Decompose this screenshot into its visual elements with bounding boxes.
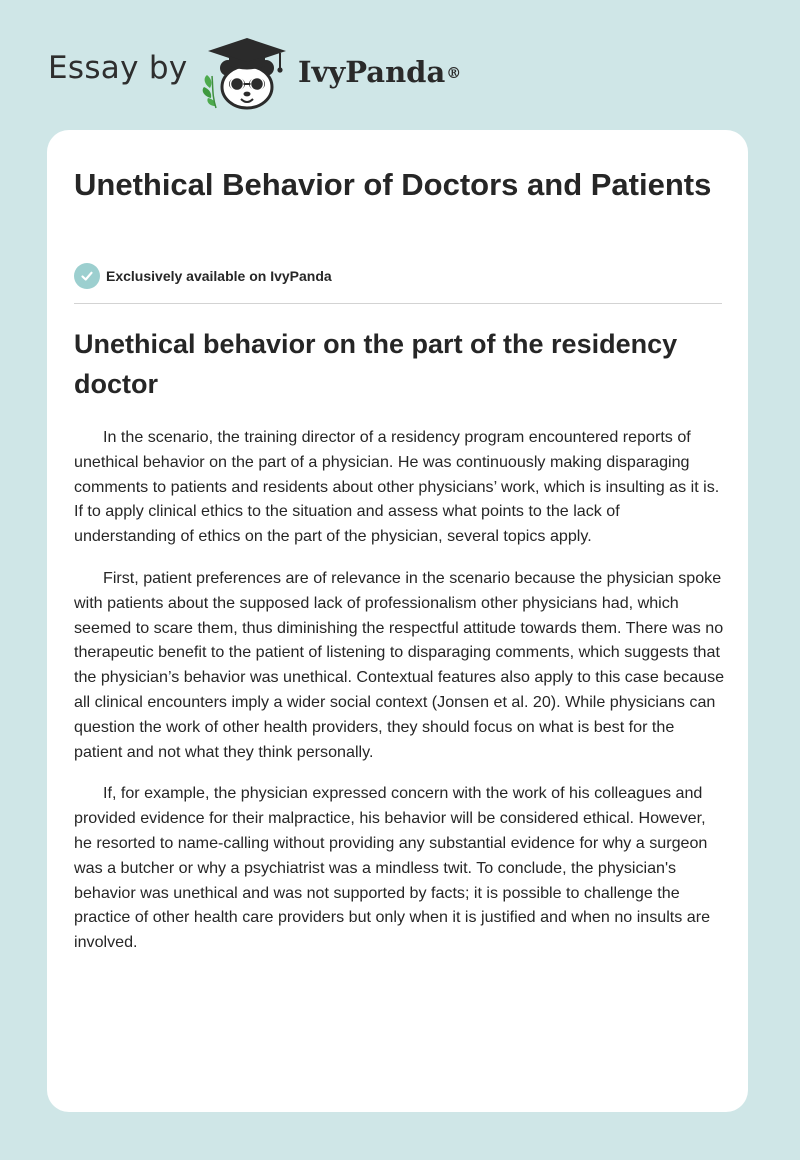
paragraph: If, for example, the physician expressed concern with the work of his colleagues and provided evidence for their malpractice, his behavior will be considered ethical. However, he resorted to name-calling without providing any substantial evidence for why a surgeon was a butcher or why a psychiatrist was a mindless twit. To conclude, the physician's behavior was unethical and was not supported by facts; it is possible to challenge the practice of other health care providers but only when it is justified and when no insults are involved. — [74, 784, 711, 952]
panda-graduate-icon — [200, 32, 292, 112]
ivypanda-logo[interactable] — [200, 32, 292, 112]
essay-title: Unethical Behavior of Doctors and Patients — [74, 167, 712, 202]
check-circle-icon — [74, 263, 100, 289]
brand-name[interactable] — [298, 54, 461, 90]
site-header — [0, 0, 800, 130]
essay-card — [47, 130, 748, 1112]
paragraph: In the scenario, the training director of a residency program encountered reports of unethical behavior on the part of a physician. He was continuously making disparaging comments to patients and residents about other physicians’ work, which is insulting as it is. If to apply clinical ethics to the situation and assess what points to the lack of understanding of ethics on the part of the physician, several topics apply. — [74, 428, 720, 546]
section-heading: Unethical behavior on the part of the residency doctor — [74, 329, 678, 399]
registered-mark: ® — [446, 64, 462, 82]
brand-text: IvyPanda — [298, 55, 446, 89]
essay-body — [74, 425, 726, 972]
divider — [74, 303, 722, 304]
exclusive-badge — [74, 263, 332, 289]
paragraph: First, patient preferences are of relevance in the scenario because the physician spoke with patients about the supposed lack of professionalism other physicians had, which seemed to scare them, thus diminishing the respectful attitude towards them. There was no therapeutic benefit to the patient of listening to disparaging comments, which suggests that the physician’s behavior was unethical. Contextual features also apply to this case because all clinical encounters imply a wider social context (Jonsen et al. 20). While physicians can question the work of other health providers, they should focus on what is best for the patient and not what they think personally. — [74, 568, 725, 761]
essay-by-label: Essay by — [48, 50, 188, 86]
exclusive-badge-label: Exclusively available on IvyPanda — [106, 268, 332, 284]
